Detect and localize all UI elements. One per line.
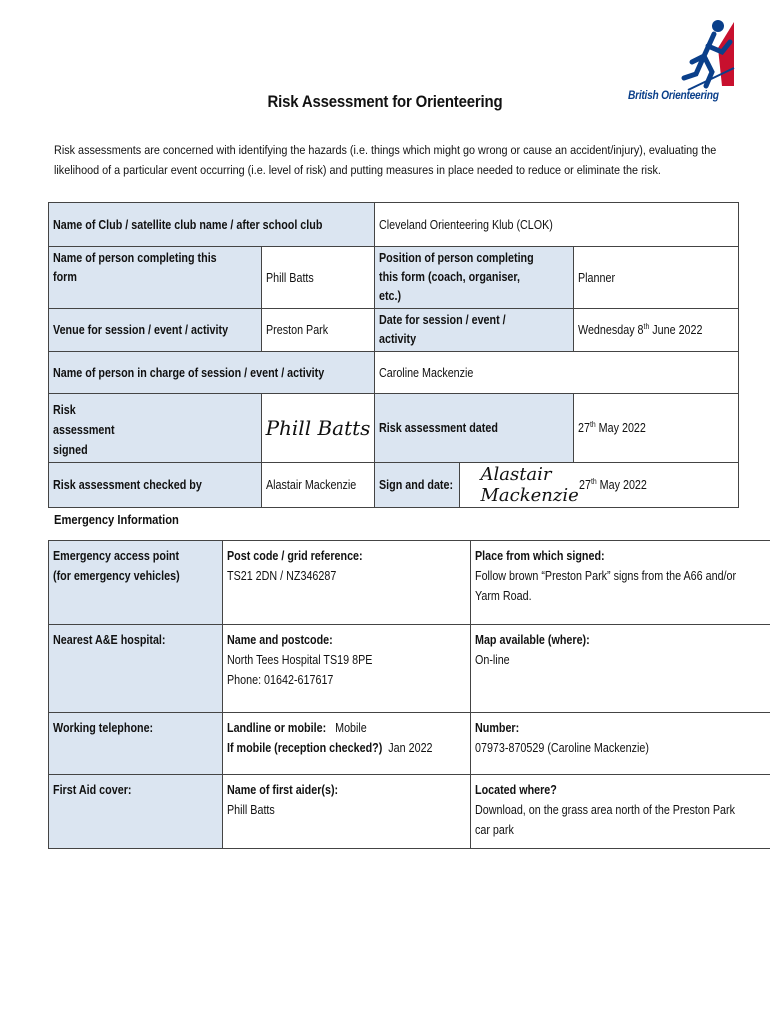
checked-value: Alastair Mackenzie [261,463,375,508]
telephone-mid: Landline or mobile: Mobile If mobile (reception checked?) Jan 2022 [223,713,471,775]
date-label: Date for session / event / activity [375,309,574,352]
logo-text: British Orienteering [628,88,719,102]
emergency-heading: Emergency Information [54,512,179,527]
sign-date-label: Sign and date: [375,463,460,507]
charge-label: Name of person in charge of session / event / activity [49,352,375,394]
emergency-access-mid: Post code / grid reference: TS21 2DN / NZ346287 [223,541,471,625]
sign-date-cell [375,463,738,508]
first-aid-label: First Aid cover: [49,775,223,849]
details-table [48,202,739,508]
dated-value: 27th May 2022 [574,394,738,463]
telephone-right: Number: 07973-870529 (Caroline Mackenzie) [470,713,770,775]
checked-label: Risk assessment checked by [49,463,262,508]
position-value: Planner [574,247,738,309]
person-value: Phill Batts [261,247,375,309]
first-aid-mid: Name of first aider(s): Phill Batts [223,775,471,849]
sign-date-value: 27th May 2022 [578,477,647,493]
intro-paragraph: Risk assessments are concerned with identifying the hazards (i.e. things which might go wrong or cause an accident/injury), evaluating the likelihood of a particular event occurring (i.e. level of risk) and putting measures in place needed to reduce or eliminate the risk. [54,143,717,177]
signed-label: Risk assessment signed [49,394,262,463]
telephone-label: Working telephone: [49,713,223,775]
club-value: Cleveland Orienteering Klub (CLOK) [375,203,738,247]
emergency-table [48,540,770,849]
hospital-right: Map available (where): On-line [470,625,770,713]
signed-signature: Phill Batts [261,394,375,463]
club-label: Name of Club / satellite club name / after school club [49,203,375,247]
person-label: Name of person completing this form [49,247,262,309]
date-value: Wednesday 8th June 2022 [574,309,738,352]
position-label: Position of person completing this form (coach, organiser, etc.) [375,247,574,309]
first-aid-right: Located where? Download, on the grass area north of the Preston Park car park [470,775,770,849]
hospital-label: Nearest A&E hospital: [49,625,223,713]
dated-label: Risk assessment dated [375,394,574,463]
emergency-access-right: Place from which signed: Follow brown “Preston Park” signs from the A66 and/or Yarm Road. [470,541,770,625]
sign-signature: Alastair Mackenzie [480,464,579,506]
venue-label: Venue for session / event / activity [49,309,262,352]
venue-value: Preston Park [261,309,375,352]
hospital-mid: Name and postcode: North Tees Hospital TS19 8PE Phone: 01642-617617 [223,625,471,713]
page-title: Risk Assessment for Orienteering [267,92,503,111]
charge-value: Caroline Mackenzie [375,352,738,394]
emergency-access-label: Emergency access point (for emergency vehicles) [49,541,223,625]
